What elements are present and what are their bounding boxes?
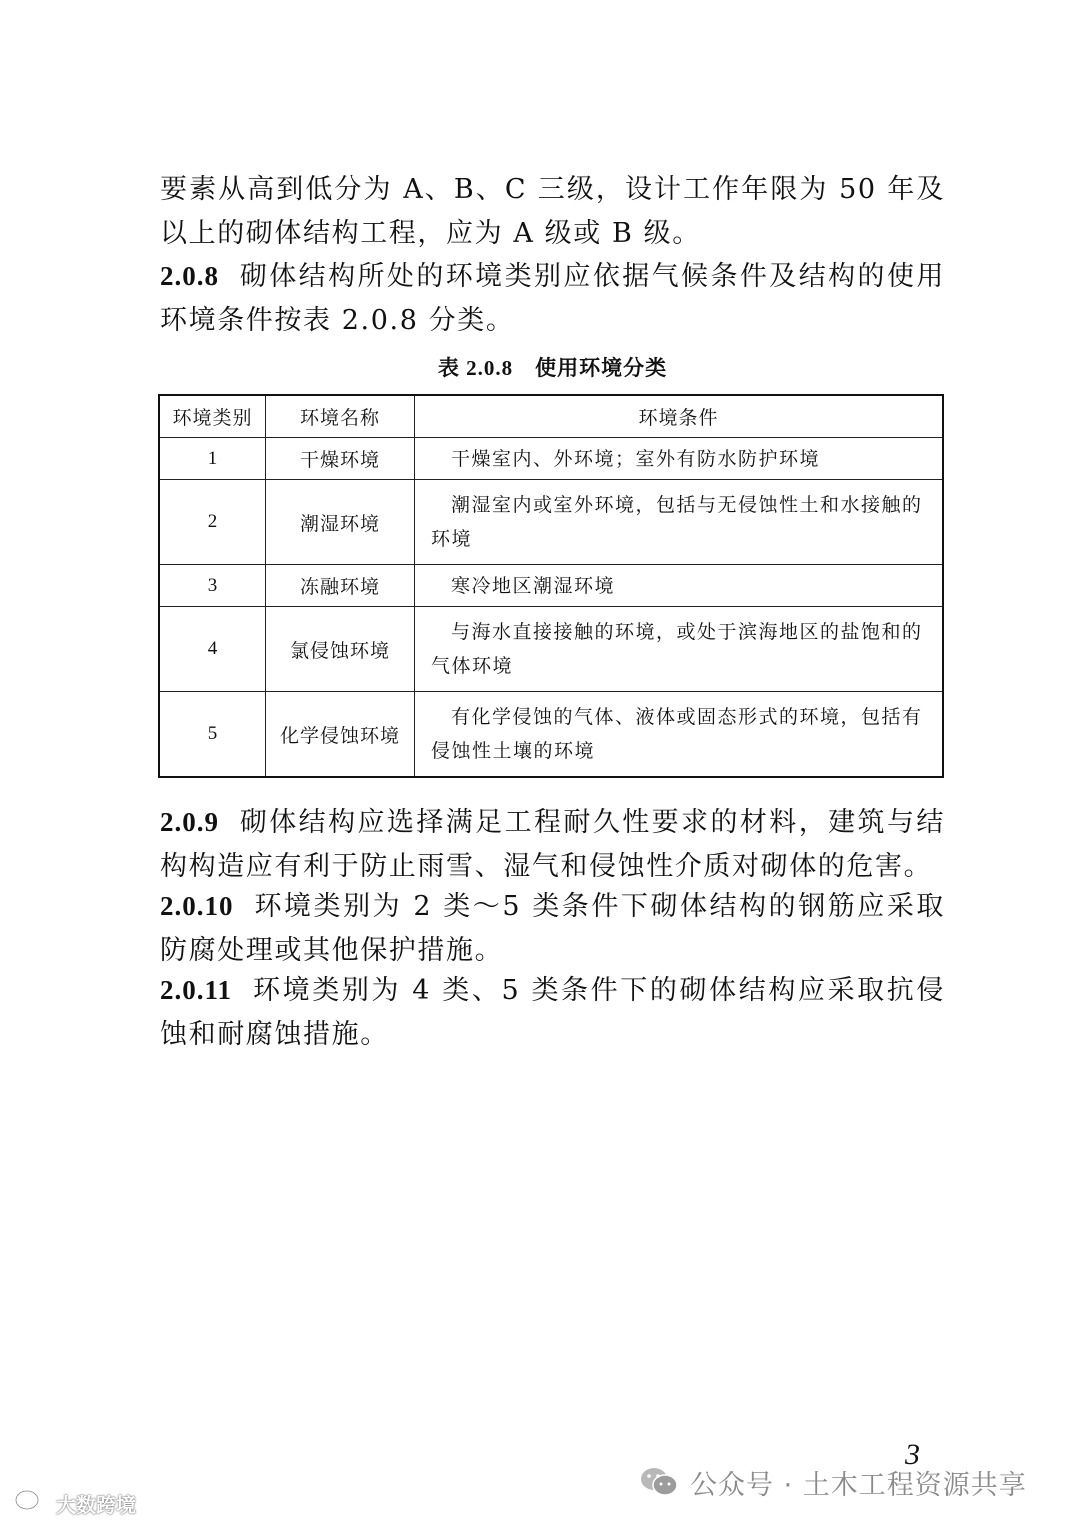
table-header-row [159, 395, 943, 438]
clause-2-0-8 [160, 254, 945, 343]
table-row [159, 692, 943, 778]
cell-condition: 与海水直接接触的环境，或处于滨海地区的盐饱和的气体环境 [415, 607, 944, 692]
cell-condition: 有化学侵蚀的气体、液体或固态形式的环境，包括有侵蚀性土壤的环境 [415, 692, 944, 778]
clause-2-0-11 [160, 968, 945, 1057]
table-caption [160, 352, 945, 382]
page-number: 3 [905, 1438, 920, 1471]
table-caption-number: 表 2.0.8 [437, 356, 514, 380]
header-condition: 环境条件 [415, 395, 944, 438]
clause-2-0-10 [160, 884, 945, 973]
cell-condition: 寒冷地区潮湿环境 [415, 565, 944, 607]
clause-text: 砌体结构所处的环境类别应依据气候条件及结构的使用环境条件按表 2.0.8 分类。 [160, 261, 945, 336]
paragraph-continued [160, 168, 945, 256]
cell-name: 干燥环境 [266, 438, 415, 480]
header-name: 环境名称 [266, 395, 415, 438]
table-row [159, 480, 943, 565]
clause-text: 环境类别为 2 类～5 类条件下砌体结构的钢筋应采取防腐处理或其他保护措施。 [160, 891, 945, 966]
watermark-official-account [640, 1462, 1027, 1502]
watermark-brand-text: 大数跨境 [56, 1493, 136, 1517]
cell-category: 5 [159, 692, 266, 778]
table-row [159, 607, 943, 692]
wechat-icon [640, 1466, 678, 1498]
clause-number: 2.0.9 [160, 807, 219, 837]
clause-text: 环境类别为 4 类、5 类条件下的砌体结构应采取抗侵蚀和耐腐蚀措施。 [160, 975, 945, 1050]
cell-category: 4 [159, 607, 266, 692]
chat-bubble-icon [14, 1488, 50, 1519]
watermark-brand [14, 1488, 136, 1519]
cell-condition: 干燥室内、外环境；室外有防水防护环境 [415, 438, 944, 480]
clause-number: 2.0.8 [160, 261, 219, 291]
clause-number: 2.0.10 [160, 891, 234, 921]
cell-category: 1 [159, 438, 266, 480]
cell-name: 潮湿环境 [266, 480, 415, 565]
watermark-text: 公众号 · 土木工程资源共享 [690, 1469, 1027, 1501]
paragraph-text: 要素从高到低分为 A、B、C 三级，设计工作年限为 50 年及以上的砌体结构工程，应为 A 级或 B 级。 [160, 174, 945, 249]
table-row [159, 438, 943, 480]
cell-name: 氯侵蚀环境 [266, 607, 415, 692]
clause-text: 砌体结构应选择满足工程耐久性要求的材料，建筑与结构构造应有利于防止雨雪、湿气和侵蚀性介质对砌体的危害。 [160, 807, 945, 882]
table-row [159, 565, 943, 607]
cell-category: 2 [159, 480, 266, 565]
environment-classification-table [158, 394, 944, 778]
clause-2-0-9 [160, 800, 945, 889]
table-caption-title: 使用环境分类 [535, 356, 668, 380]
clause-number: 2.0.11 [160, 975, 233, 1005]
cell-condition: 潮湿室内或室外环境，包括与无侵蚀性土和水接触的环境 [415, 480, 944, 565]
cell-name: 化学侵蚀环境 [266, 692, 415, 778]
header-category: 环境类别 [159, 395, 266, 438]
cell-name: 冻融环境 [266, 565, 415, 607]
cell-category: 3 [159, 565, 266, 607]
